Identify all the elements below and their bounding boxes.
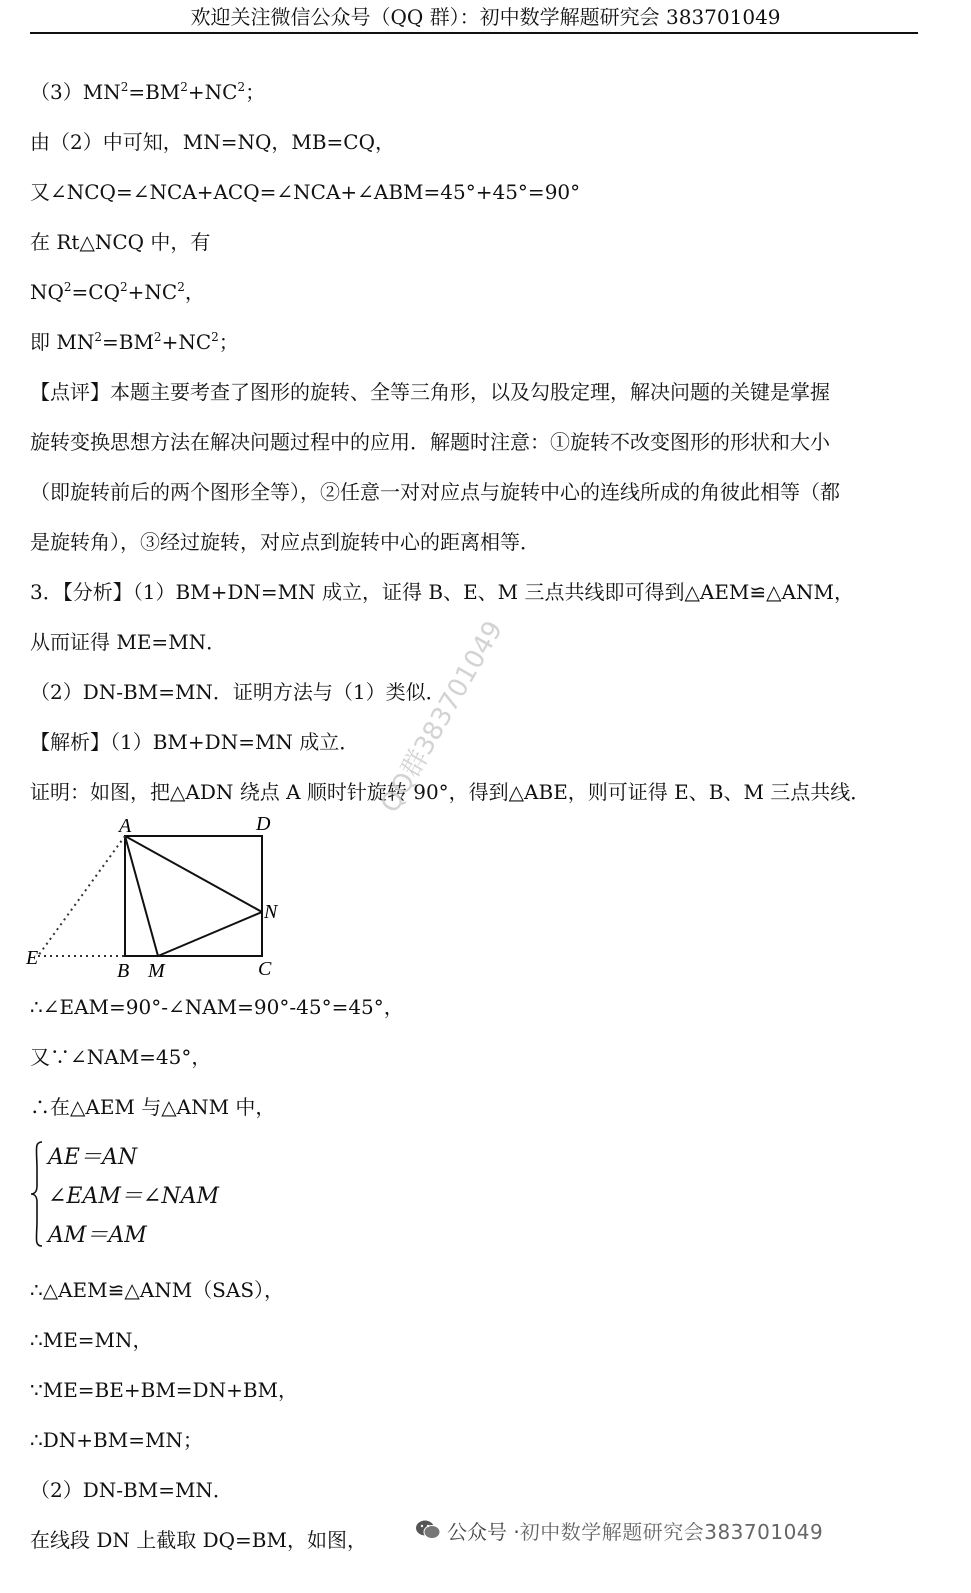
- label-n: N: [264, 901, 278, 923]
- segment-ae: [38, 836, 125, 956]
- analysis-line-2: 从而证得 ME=MN．: [30, 630, 227, 654]
- segment-an: [125, 836, 262, 912]
- congruence-condition-2: ∠EAM＝∠NAM: [48, 1184, 220, 1209]
- analysis-line-3: （2）DN-BM=MN．证明方法与（1）类似．: [30, 680, 446, 704]
- segment-am: [125, 836, 158, 956]
- proof-line-1: ∴∠EAM=90°-∠NAM=90°-45°=45°，: [30, 995, 404, 1019]
- wechat-icon: [415, 1519, 441, 1541]
- proof-line-5: ∴ME=MN，: [30, 1328, 153, 1352]
- solution-line-2: 证明：如图，把△ADN 绕点 A 顺时针旋转 90°，得到△ABE，则可证得 E、B、M 三点共线．: [30, 780, 871, 804]
- proof-line-6: ∵ME=BE+BM=DN+BM，: [30, 1378, 299, 1402]
- label-d: D: [256, 813, 271, 835]
- label-m: M: [148, 960, 165, 982]
- line-mn-result: 即 $MN^2=BM^2+NC^2$；: [30, 330, 239, 354]
- footer-brand: 初中数学解题研究会383701049: [519, 1519, 824, 1544]
- footer-prefix: 公众号 ·: [447, 1519, 520, 1544]
- qq-watermark: QQ群383701049: [375, 616, 510, 818]
- label-a: A: [119, 815, 132, 837]
- congruence-condition-3: AM＝AM: [48, 1223, 147, 1248]
- line-mn-squared: $(3)MN^2=BM^2+NC^2$；: [30, 80, 266, 104]
- label-b: B: [117, 960, 130, 982]
- proof-line-8: （2）DN-BM=MN．: [30, 1478, 233, 1502]
- line-from-2: 由（2）中可知，MN=NQ，MB=CQ，: [30, 130, 395, 154]
- proof-line-3: ∴在△AEM 与△ANM 中，: [30, 1095, 276, 1119]
- proof-line-9: 在线段 DN 上截取 DQ=BM，如图，: [30, 1528, 367, 1552]
- analysis-line-1: 3．【分析】（1）BM+DN=MN 成立，证得 B、E、M 三点共线即可得到△AEM≌△ANM，: [30, 580, 854, 604]
- comment-line-2: 旋转变换思想方法在解决问题过程中的应用．解题时注意：①旋转不改变图形的形状和大小: [30, 430, 830, 454]
- system-brace: [30, 1140, 44, 1248]
- proof-line-7: ∴DN+BM=MN；: [30, 1428, 203, 1452]
- solution-line-1: 【解析】（1）BM+DN=MN 成立．: [30, 730, 360, 754]
- congruence-condition-1: AE＝AN: [48, 1145, 138, 1170]
- header-rule: [30, 32, 918, 34]
- line-angle-ncq: 又∠NCQ=∠NCA+ACQ=∠NCA+∠ABM=45°+45°=90°: [30, 180, 581, 204]
- segment-mn: [158, 912, 262, 956]
- label-c: C: [258, 958, 272, 980]
- comment-line-3: （即旋转前后的两个图形全等），②任意一对对应点与旋转中心的连线所成的角彼此相等（都: [30, 480, 840, 504]
- label-e: E: [26, 947, 39, 969]
- line-nq-squared: $NQ^2=CQ^2+NC^2$，: [30, 280, 205, 304]
- proof-line-4: ∴△AEM≌△ANM（SAS），: [30, 1278, 285, 1302]
- geometry-diagram: [24, 810, 294, 982]
- comment-line-1: 【点评】本题主要考查了图形的旋转、全等三角形，以及勾股定理，解决问题的关键是掌握: [30, 380, 830, 404]
- page-header: 欢迎关注微信公众号（QQ 群）：初中数学解题研究会 383701049: [190, 5, 781, 29]
- line-rt-ncq: 在 Rt△NCQ 中，有: [30, 230, 211, 254]
- comment-line-4: 是旋转角），③经过旋转，对应点到旋转中心的距离相等．: [30, 530, 540, 554]
- proof-line-2: 又∵∠NAM=45°，: [30, 1045, 212, 1069]
- square-abcd: [125, 836, 262, 956]
- wechat-footer: [415, 1512, 823, 1548]
